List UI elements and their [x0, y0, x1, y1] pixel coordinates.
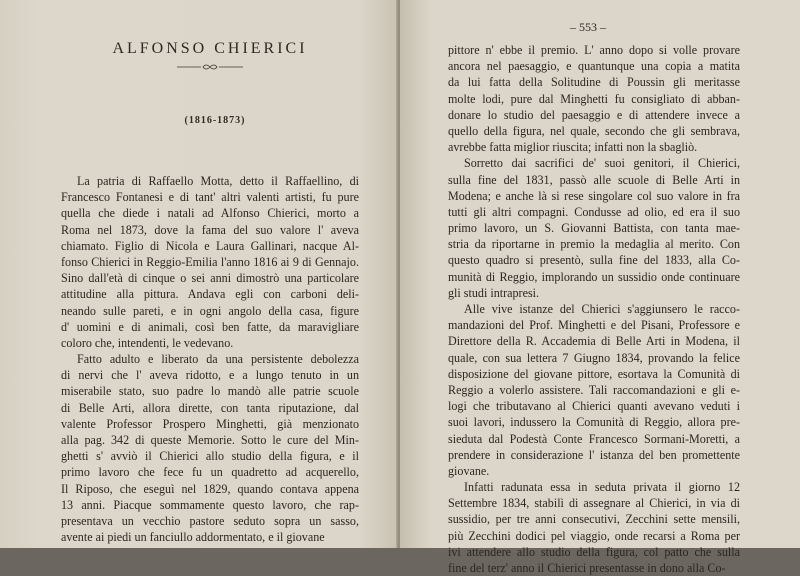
left-text-line: valente Professor Prospero Minghetti, già menzionato: [61, 416, 359, 431]
page-number: – 553 –: [570, 20, 606, 34]
right-text-line: Direttore della R. Accademia di Belle Arti in Modena, il: [448, 334, 740, 349]
right-page: [400, 0, 800, 575]
right-text-line: avrebbe fatta miglior riuscita; infatti non la sbagliò.: [448, 140, 698, 155]
right-text-line: Settembre 1834, stabilì di assegnare al Chierici, in via di: [448, 496, 740, 511]
right-text-line: sieduta dal Podestà Conte Francesco Sormani-Moretti, a: [448, 431, 740, 446]
right-text-line: fine del terz' anno il Chierici presentasse in dono alla Co-: [448, 561, 726, 575]
right-text-line: Sorretto dai sacrifici de' suoi genitori, il Chierici,: [464, 156, 740, 171]
right-text-line: disposizione del giovane pittore, esortava la Comunità di: [448, 366, 740, 381]
left-text-line: neando sulle pareti, e in ogni angolo della casa, figure: [61, 303, 359, 318]
right-text-line: da lui fatta della Solitudine di Poussin gli meritasse: [448, 75, 740, 90]
ornament-divider: [175, 62, 245, 72]
left-text-line: d' uomini e di animali, così ben fatte, da maravigliare: [61, 319, 359, 334]
left-text-line: ghetti s' avviò il Chierici allo studio della figura, e il: [61, 449, 359, 464]
right-text-line: pittore n' ebbe il premio. L' anno dopo si volle provare: [448, 43, 740, 57]
right-text-line: Modena; e anche là si rese singolare col suo valore in fra: [448, 188, 740, 203]
left-body-text: [61, 173, 359, 545]
left-text-line: Sino dall'età di cinque o sei anni dimostrò una particolare: [61, 271, 359, 286]
right-text-line: quale, con sua lettera 7 Giugno 1834, provando la felice: [448, 350, 740, 365]
right-text-line: prendere in considerazione l' istanza del ben promettente: [448, 447, 740, 462]
left-text-line: Roma nel 1873, dove la fama del suo valore l' aveva: [61, 222, 359, 237]
right-text-line: stria da riportarne in premio la medaglia al merito. Con: [448, 237, 740, 252]
right-text-line: donare lo studio del paesaggio e di attendere invece a: [448, 107, 740, 122]
right-text-line: tutti gli altri compagni. Condusse ad olio, ed era il suo: [448, 204, 740, 219]
right-text-line: ivi attendere allo studio della figura, col patto che sulla: [448, 544, 740, 559]
left-text-line: fonso Chierici in Reggio-Emilia l'anno 1816 ai 9 di Gennajo.: [61, 254, 359, 269]
right-text-line: suoi lavori, indussero la Comunità di Reggio, allora pre-: [448, 415, 740, 430]
life-dates: (1816-1873): [184, 115, 246, 126]
left-text-line: presentava un vecchio pastore seduto sopra un sasso,: [61, 513, 359, 528]
left-text-line: alla pag. 342 di queste Memorie. Sotto le cure del Min-: [61, 433, 359, 447]
right-text-line: munità di Reggio, implorando un sussidio onde continuare: [448, 269, 740, 284]
right-text-line: Infatti radunata essa in seduta privata il giorno 12: [464, 480, 740, 495]
left-text-line: primo lavoro che fece fu un quadretto ad acquerello,: [61, 465, 359, 480]
right-text-line: molte lodi, pure dal Minghetti fu consigliato di abban-: [448, 91, 740, 106]
right-text-line: primo lavoro, un S. Giovanni Battista, con tanta mae-: [448, 221, 740, 236]
right-text-line: ancora nel paesaggio, e quantunque una copia a matita: [448, 59, 740, 74]
left-text-line: di Belle Arti, allora dirette, con tanta riputazione, dal: [61, 400, 359, 415]
left-text-line: Francesco Fontanesi e di tant' altri valenti artisti, fu pure: [61, 190, 359, 205]
right-text-line: Reggio a volerlo assistere. Tali raccomandazioni e gli e-: [448, 382, 740, 397]
right-text-line: sussidio, per tre anni consecutivi, Zecchini sette mensili,: [448, 512, 740, 527]
left-text-line: chiamato. Figlio di Nicola e Laura Gallinari, nacque Al-: [61, 238, 359, 253]
left-text-line: miserabile stato, suo padre lo mandò alle patrie scuole: [61, 384, 359, 399]
right-text-line: giovane.: [448, 463, 490, 478]
right-text-line: logi che tributavano al Chierici quanti avevano veduti i: [448, 399, 740, 414]
page-title: ALFONSO CHIERICI: [112, 40, 308, 57]
left-text-line: avente ai piedi un fanciullo addormentato, e il giovane: [61, 530, 325, 545]
right-text-line: quello della figura, nel quale, secondo che gli sembrava,: [448, 123, 740, 138]
right-text-line: più Zecchini dodici pel viaggio, onde recarsi a Roma per: [448, 528, 740, 543]
right-text-line: questo quadro si presentò, sulla fine del 1833, alla Co-: [448, 253, 740, 268]
right-text-line: sulla fine del 1831, passò alle scuole di Belle Arti in: [448, 172, 740, 187]
left-page: [0, 0, 398, 548]
left-text-line: 13 anni. Piacque sommamente questo lavoro, che rap-: [61, 497, 359, 512]
left-text-line: Fatto adulto e liberato da una persistente debolezza: [77, 352, 359, 367]
left-text-line: di nervi che l' aveva ridotto, e a lungo tenuto in un: [61, 368, 359, 383]
left-text-line: Il Riposo, che eseguì nel 1829, quando contava appena: [61, 481, 359, 496]
right-text-line: gli studi intrapresi.: [448, 285, 540, 300]
right-text-line: Alle vive istanze del Chierici s'aggiunsero le racco-: [464, 302, 740, 316]
right-text-line: mandazioni del Prof. Minghetti e del Pisani, Professore e: [448, 318, 740, 333]
right-body-text: [448, 42, 740, 576]
left-text-line: La patria di Raffaello Motta, detto il Raffaellino, di: [77, 174, 359, 188]
left-text-line: coloro che, intendenti, le vedevano.: [61, 335, 234, 350]
left-text-line: attitudine alla pittura. Andava egli con carboni deli-: [61, 287, 359, 302]
left-text-line: quella che diede i natali ad Alfonso Chierici, morto a: [61, 206, 359, 221]
